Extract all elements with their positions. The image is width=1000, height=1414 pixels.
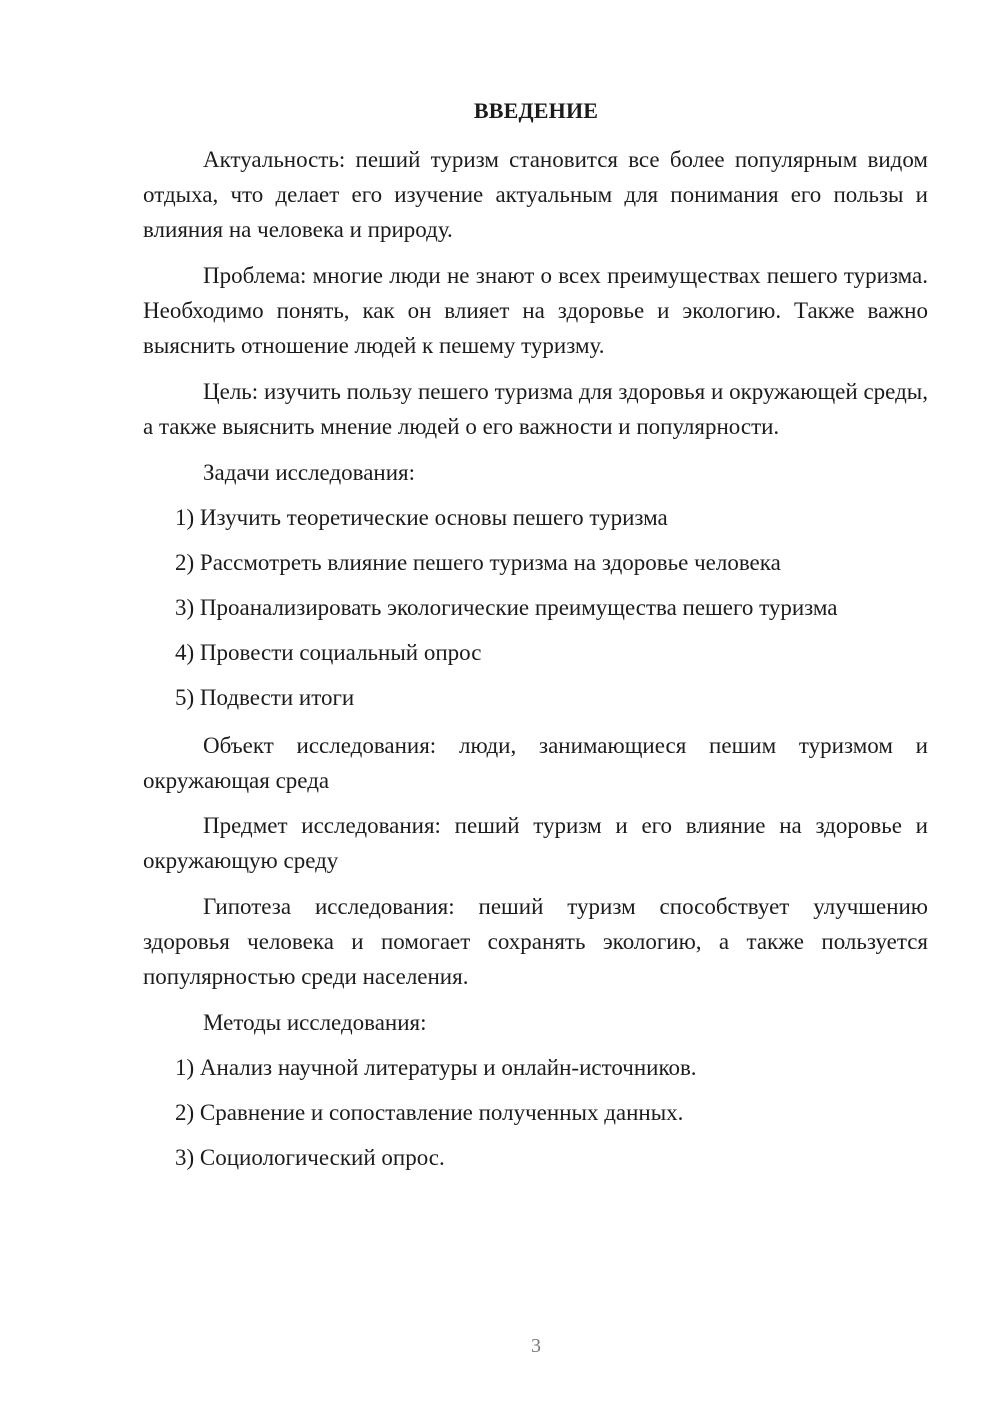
- problem-paragraph: Проблема: многие люди не знают о всех преимуществах пешего туризма. Необходимо понять, как он влияет на здоровье и экологию. Также важно выяснить отношение людей к пешему туризму.: [143, 263, 928, 358]
- list-item: 3) Социологический опрос.: [175, 1145, 445, 1170]
- list-item: 4) Провести социальный опрос: [175, 640, 482, 665]
- methods-label: Методы исследования:: [203, 1010, 427, 1035]
- goal-paragraph: Цель: изучить пользу пешего туризма для здоровья и окружающей среды, а также выяснить мнение людей о его важности и популярности.: [143, 379, 928, 439]
- hypothesis-paragraph: Гипотеза исследования: пеший туризм способствует улучшению здоровья человека и помогает сохранять экологию, а также пользуется популярностью среди населения.: [143, 894, 928, 989]
- section-heading: ВВЕДЕНИЕ: [473, 98, 599, 123]
- list-item: 3) Проанализировать экологические преимущества пешего туризма: [175, 595, 838, 620]
- list-item: 1) Изучить теоретические основы пешего туризма: [175, 505, 668, 530]
- list-item: 1) Анализ научной литературы и онлайн-источников.: [175, 1055, 697, 1080]
- tasks-label: Задачи исследования:: [203, 460, 416, 485]
- relevance-paragraph: Актуальность: пеший туризм становится все более популярным видом отдыха, что делает его изучение актуальным для понимания его пользы и влияния на человека и природу.: [143, 147, 928, 242]
- list-item: 5) Подвести итоги: [175, 685, 355, 710]
- list-item: 2) Сравнение и сопоставление полученных данных.: [175, 1100, 684, 1125]
- page-number: 3: [531, 1335, 541, 1357]
- subject-paragraph: Предмет исследования: пеший туризм и его влияние на здоровье и окружающую среду: [143, 813, 928, 873]
- object-paragraph: Объект исследования: люди, занимающиеся пешим туризмом и окружающая среда: [143, 733, 928, 793]
- list-item: 2) Рассмотреть влияние пешего туризма на здоровье человека: [175, 550, 781, 575]
